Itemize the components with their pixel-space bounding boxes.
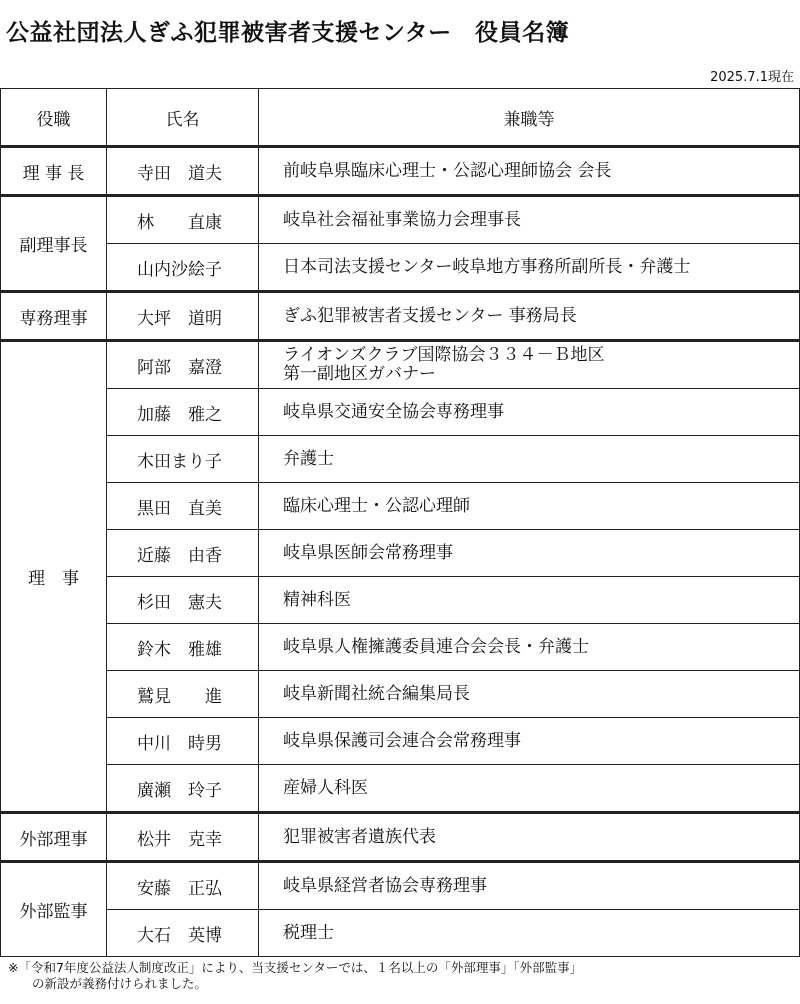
table-body [1, 147, 800, 957]
table-row [1, 436, 800, 483]
table-row [1, 292, 800, 341]
other-positions-cell [259, 577, 800, 624]
other-positions-cell [259, 910, 800, 957]
other-positions-cell [259, 483, 800, 530]
role-cell: 理 事 [1, 341, 107, 813]
other-positions-text: 日本司法支援センター岐阜地方事務所副所長・弁護士 [283, 256, 691, 277]
other-positions-cell [259, 196, 800, 244]
table-row [1, 910, 800, 957]
name-cell: 中川 時男 [107, 718, 259, 765]
table-row [1, 813, 800, 862]
table-row [1, 196, 800, 244]
name-cell: 大石 英博 [107, 910, 259, 957]
name-cell: 林 直康 [107, 196, 259, 244]
table-row [1, 765, 800, 813]
other-positions-cell [259, 389, 800, 436]
name-cell: 寺田 道夫 [107, 147, 259, 196]
name-cell: 木田まり子 [107, 436, 259, 483]
other-positions-text: 税理士 [283, 922, 334, 943]
other-positions-text: 岐阜県医師会常務理事 [283, 542, 453, 563]
table-row [1, 341, 800, 389]
table-row [1, 244, 800, 292]
footnote [8, 960, 582, 992]
name-cell: 安藤 正弘 [107, 862, 259, 910]
other-positions-text: 前岐阜県臨床心理士・公認心理師協会 会長 [283, 160, 612, 181]
header-other-positions: 兼職等 [259, 89, 800, 147]
officers-table [0, 88, 800, 957]
other-positions-cell [259, 341, 800, 389]
other-positions-text: 岐阜新聞社統合編集局長 [283, 683, 470, 704]
other-positions-text: 岐阜県人権擁護委員連合会会長・弁護士 [283, 636, 589, 657]
other-positions-cell [259, 671, 800, 718]
other-positions-text: 岐阜社会福祉事業協力会理事長 [283, 209, 521, 230]
role-cell: 副理事長 [1, 196, 107, 292]
other-positions-text: 弁護士 [283, 448, 334, 469]
other-positions-cell [259, 624, 800, 671]
other-positions-cell [259, 147, 800, 196]
document-title: 公益社団法人ぎふ犯罪被害者支援センター 役員名簿 [6, 20, 570, 46]
table-row [1, 389, 800, 436]
other-positions-text: 岐阜県経営者協会専務理事 [283, 875, 487, 896]
other-positions-text-line-2: 第一副地区ガバナー [283, 364, 436, 384]
table-row [1, 483, 800, 530]
other-positions-text: ライオンズクラブ国際協会３３４－Ｂ地区 [283, 345, 605, 365]
header-role: 役職 [1, 89, 107, 147]
role-cell: 外部理事 [1, 813, 107, 862]
footnote-line-1: ※「令和7年度公益法人制度改正」により、当支援センターでは、１名以上の「外部理事」「外部監事」 [8, 960, 583, 975]
other-positions-cell [259, 530, 800, 577]
name-cell: 鷲見 進 [107, 671, 259, 718]
table-row [1, 718, 800, 765]
name-cell: 大坪 道明 [107, 292, 259, 341]
table-row [1, 862, 800, 910]
name-cell: 黒田 直美 [107, 483, 259, 530]
other-positions-cell [259, 718, 800, 765]
name-cell: 加藤 雅之 [107, 389, 259, 436]
other-positions-cell [259, 813, 800, 862]
name-cell: 近藤 由香 [107, 530, 259, 577]
role-cell: 理 事 長 [1, 147, 107, 196]
name-cell: 松井 克幸 [107, 813, 259, 862]
name-cell: 阿部 嘉澄 [107, 341, 259, 389]
other-positions-cell [259, 292, 800, 341]
header-name: 氏名 [107, 89, 259, 147]
other-positions-text: 臨床心理士・公認心理師 [283, 495, 470, 516]
name-cell: 杉田 憲夫 [107, 577, 259, 624]
other-positions-cell [259, 765, 800, 813]
name-cell: 鈴木 雅雄 [107, 624, 259, 671]
other-positions-text: 精神科医 [283, 589, 351, 610]
other-positions-text: 犯罪被害者遺族代表 [283, 826, 436, 847]
table-row [1, 530, 800, 577]
name-cell: 山内沙絵子 [107, 244, 259, 292]
other-positions-text: 岐阜県交通安全協会専務理事 [283, 401, 504, 422]
other-positions-cell [259, 862, 800, 910]
other-positions-cell [259, 244, 800, 292]
footnote-line-2: の新設が義務付けられました。 [32, 976, 208, 991]
as-of-date: 2025.7.1現在 [710, 70, 794, 85]
other-positions-cell [259, 436, 800, 483]
table-row [1, 577, 800, 624]
role-cell: 専務理事 [1, 292, 107, 341]
table-row [1, 624, 800, 671]
table-header-row [1, 89, 800, 147]
table-row [1, 671, 800, 718]
other-positions-text: 岐阜県保護司会連合会常務理事 [283, 730, 521, 751]
role-cell: 外部監事 [1, 862, 107, 957]
other-positions-text: 産婦人科医 [283, 777, 368, 798]
name-cell: 廣瀬 玲子 [107, 765, 259, 813]
table-row [1, 147, 800, 196]
other-positions-text: ぎふ犯罪被害者支援センター 事務局長 [283, 305, 577, 326]
